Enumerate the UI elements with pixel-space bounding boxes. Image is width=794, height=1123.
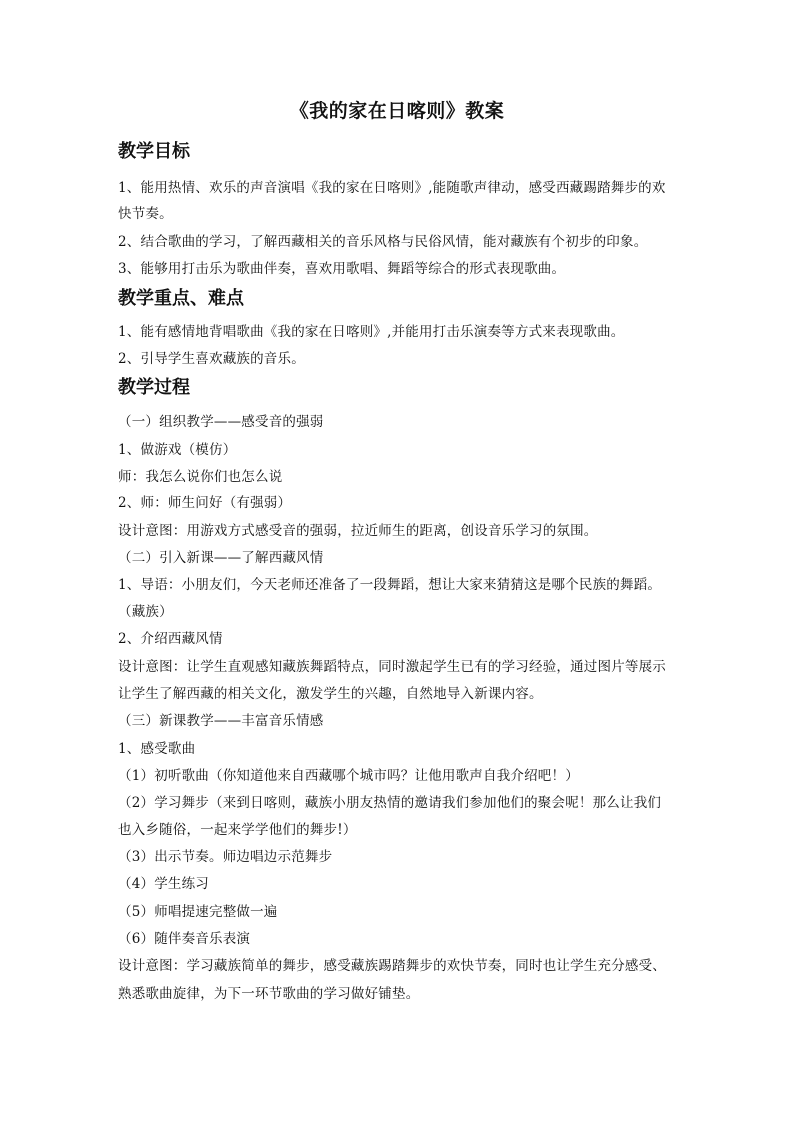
paragraph-line: 让学生了解西藏的相关文化，激发学生的兴趣，自然地导入新课内容。 (118, 686, 543, 702)
paragraph-line: 1、感受歌曲 (118, 741, 196, 757)
paragraph-line: 2、师：师生问好（有强弱） (118, 495, 292, 511)
paragraph-line: 设计意图：让学生直观感知藏族舞蹈特点，同时激起学生已有的学习经验，通过图片等展示 (118, 659, 666, 675)
paragraph-line: 2、介绍西藏风情 (118, 631, 223, 647)
paragraph-line: 1、能用热情、欢乐的声音演唱《我的家在日喀则》,能随歌声律动，感受西藏踢踏舞步的欢 (118, 180, 666, 196)
paragraph-line: 1、能有感情地背唱歌曲《我的家在日喀则》,并能用打击乐演奏等方式来表现歌曲。 (118, 324, 625, 340)
paragraph-line: 设计意图：用游戏方式感受音的强弱，拉近师生的距离，创设音乐学习的氛围。 (118, 523, 598, 539)
paragraph-line: 2、引导学生喜欢藏族的音乐。 (118, 351, 305, 367)
paragraph-line: 师：我怎么说你们也怎么说 (118, 469, 283, 485)
page-title: 《我的家在日喀则》教案 (289, 100, 505, 122)
paragraph-line: （藏族） (118, 604, 173, 620)
paragraph-line: （4）学生练习 (118, 876, 209, 892)
paragraph-line: （二）引入新课——了解西藏风情 (118, 550, 324, 566)
paragraph-line: （1）初听歌曲（你知道他来自西藏哪个城市吗？让他用歌声自我介绍吧！） (118, 768, 579, 784)
paragraph-line: 2、结合歌曲的学习，了解西藏相关的音乐风格与民俗风情，能对藏族有个初步的印象。 (118, 234, 648, 250)
paragraph-line: 也入乡随俗，一起来学学他们的舞步!） (118, 822, 357, 838)
section-heading-goals: 教学目标 (118, 141, 190, 162)
section-heading-keypoints: 教学重点、难点 (118, 288, 244, 309)
paragraph-line: （6）随伴奏音乐表演 (118, 931, 251, 947)
paragraph-line: 熟悉歌曲旋律，为下一环节歌曲的学习做好铺垫。 (118, 986, 420, 1002)
paragraph-line: 1、导语：小朋友们，今天老师还准备了一段舞蹈，想让大家来猜猜这是哪个民族的舞蹈。 (118, 577, 662, 593)
paragraph-line: （3）出示节奏。师边唱边示范舞步 (118, 849, 333, 865)
paragraph-line: （三）新课教学——丰富音乐情感 (118, 713, 324, 729)
paragraph-line: （5）师唱提速完整做一遍 (118, 904, 278, 920)
paragraph-line: （一）组织教学——感受音的强弱 (118, 414, 324, 430)
paragraph-line: 1、做游戏（模仿） (118, 442, 237, 458)
paragraph-line: （2）学习舞步（来到日喀则，藏族小朋友热情的邀请我们参加他们的聚会呢！那么让我们 (118, 795, 662, 811)
paragraph-line: 快节奏。 (118, 206, 173, 222)
paragraph-line: 设计意图：学习藏族简单的舞步，感受藏族踢踏舞步的欢快节奏，同时也让学生充分感受、 (118, 958, 666, 974)
paragraph-line: 3、能够用打击乐为歌曲伴奏，喜欢用歌唱、舞蹈等综合的形式表现歌曲。 (118, 261, 566, 277)
section-heading-process: 教学过程 (118, 377, 190, 398)
